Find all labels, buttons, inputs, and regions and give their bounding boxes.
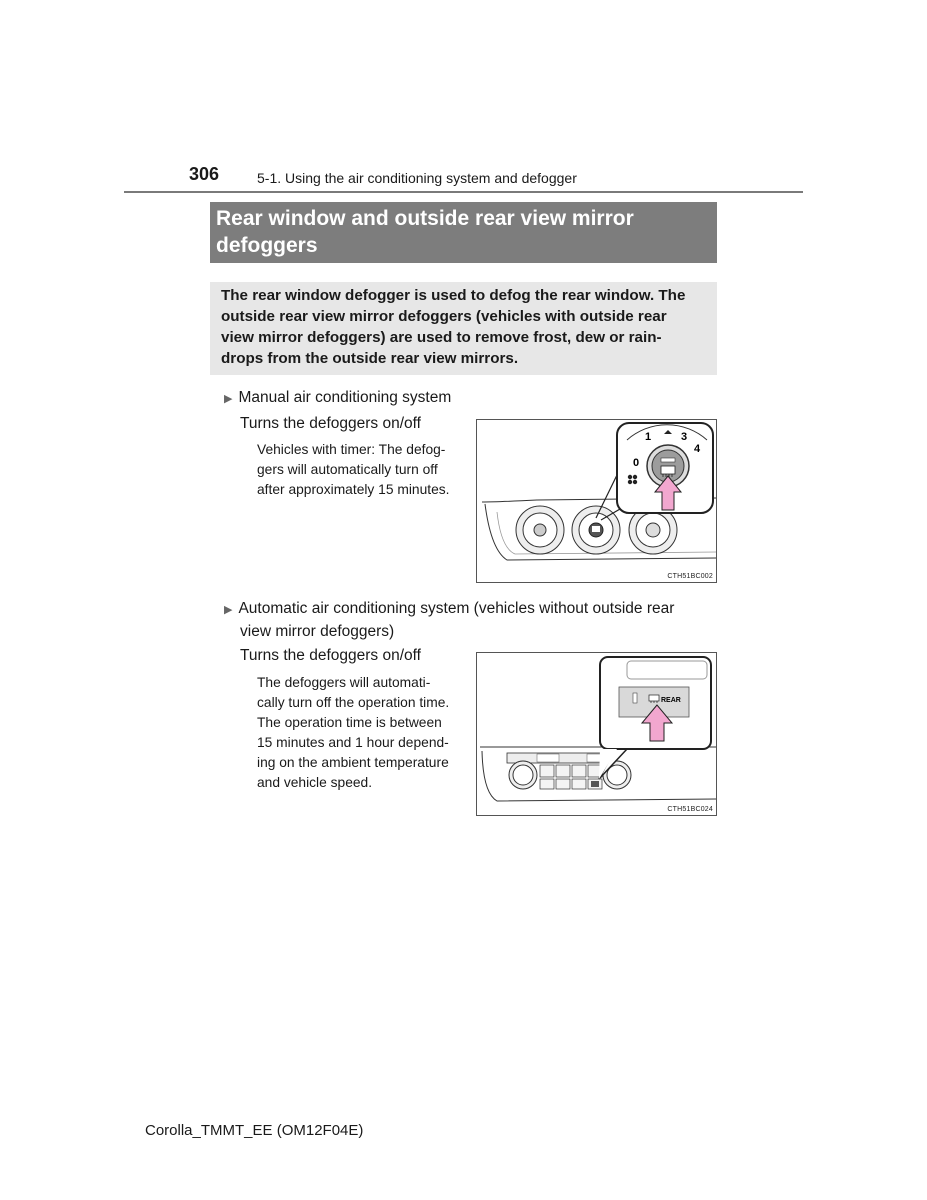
bullet-triangle-icon: ▶ (224, 393, 233, 405)
automatic-action: Turns the defoggers on/off (240, 647, 421, 664)
automatic-note-line-5: ing on the ambient temperature (257, 755, 449, 770)
automatic-note-line-2: cally turn off the operation time. (257, 695, 450, 710)
header-rule (124, 191, 803, 193)
automatic-note (257, 673, 464, 793)
automatic-bullet (224, 598, 714, 643)
manual-note-line-1: Vehicles with timer: The defog- (257, 442, 446, 457)
manual-bullet-text: Manual air conditioning system (238, 389, 452, 406)
intro-line-4: drops from the outside rear view mirrors. (221, 350, 519, 367)
manual-note-line-2: gers will automatically turn off (257, 462, 438, 477)
intro-line-2: outside rear view mirror defoggers (vehicles with outside rear (221, 308, 667, 325)
manual-action: Turns the defoggers on/off (240, 415, 421, 432)
dial-label-0: 0 (633, 457, 640, 469)
page-number: 306 (189, 164, 220, 184)
figure-code: CTH51BC002 (667, 573, 713, 580)
automatic-note-line-6: and vehicle speed. (257, 775, 373, 790)
manual-note (257, 440, 464, 500)
section-title: 5-1. Using the air conditioning system and defogger (257, 170, 577, 186)
dial-label-4: 4 (694, 443, 701, 455)
page-title-line-1: Rear window and outside rear view mirror (216, 207, 634, 230)
automatic-note-line-3: The operation time is between (257, 715, 442, 730)
manual-panel-illustration (477, 420, 716, 582)
automatic-note-line-4: 15 minutes and 1 hour depend- (257, 735, 449, 750)
manual-bullet (224, 387, 451, 410)
manual-figure (476, 419, 717, 583)
auto-left-knob (509, 761, 537, 789)
manual-note-line-3: after approximately 15 minutes. (257, 482, 450, 497)
page-title-line-2: defoggers (216, 234, 318, 257)
bullet-triangle-icon: ▶ (224, 604, 233, 616)
footer-doc-id: Corolla_TMMT_EE (OM12F04E) (145, 1122, 364, 1139)
automatic-bullet-text-line-1: Automatic air conditioning system (vehicles without outside rear (238, 600, 675, 617)
figure-code: CTH51BC024 (667, 806, 713, 813)
intro-line-3: view mirror defoggers) are used to remove frost, dew or rain- (221, 329, 662, 346)
fan-knob (516, 506, 564, 554)
automatic-bullet-text-line-2: view mirror defoggers) (240, 623, 395, 640)
intro-box (210, 282, 717, 375)
dial-label-1: 1 (645, 431, 652, 443)
automatic-panel-illustration (477, 653, 716, 815)
intro-line-1: The rear window defogger is used to defog the rear window. The (221, 287, 686, 304)
page-title (210, 202, 717, 263)
dial-label-3: 3 (681, 431, 688, 443)
automatic-note-line-1: The defoggers will automati- (257, 675, 431, 690)
automatic-figure (476, 652, 717, 816)
rear-button-label: REAR (661, 697, 681, 704)
